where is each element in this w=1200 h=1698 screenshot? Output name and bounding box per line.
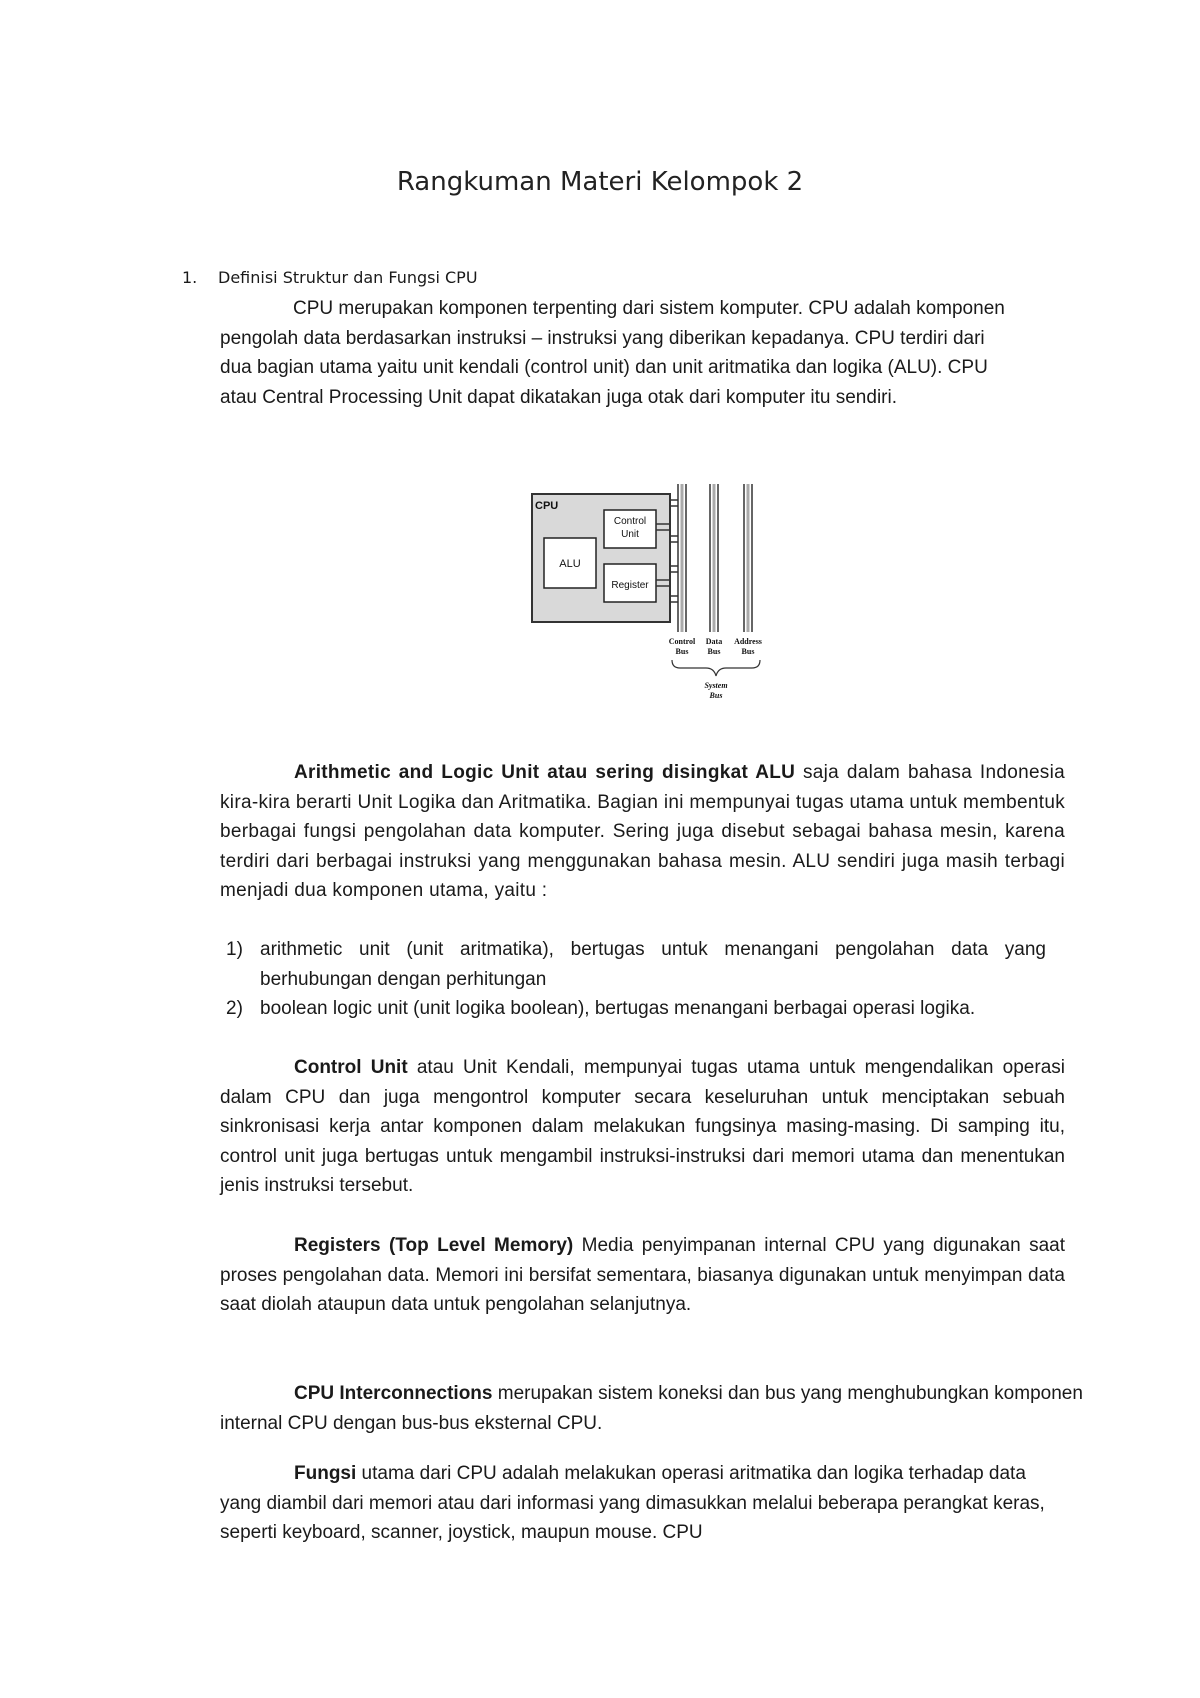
list-item-text: boolean logic unit (unit logika boolean), bertugas menangani berbagai operasi logika. [260, 998, 976, 1019]
section-number: 1. [182, 268, 198, 287]
alu-label: ALU [559, 558, 581, 570]
control-unit-paragraph [220, 1053, 1065, 1201]
fungsi-paragraph [220, 1459, 1050, 1548]
system-bus-label-1: System [704, 681, 728, 690]
alu-paragraph [220, 758, 1065, 906]
data-bus-label-1: Data [705, 637, 723, 646]
interconnections-description: merupakan sistem koneksi dan bus yang menghubungkan komponen internal CPU dengan bus-bus eksternal CPU. [220, 1383, 1083, 1434]
bus-fill [682, 484, 748, 632]
control-unit-description: atau Unit Kendali, mempunyai tugas utama untuk mengendalikan operasi dalam CPU dan juga mengontrol komputer secara keseluruhan untuk menciptakan sebuah sinkronisasi kerja antar komponen dalam melakukan fungsinya masing-masing. Di samping itu, control unit juga bertugas untuk mengambil instruksi-instruksi dari memori utama dan menentukan jenis instruksi tersebut. [220, 1057, 1065, 1196]
alu-term: Arithmetic and Logic Unit atau sering disingkat ALU [294, 762, 796, 783]
list-marker: 1) [226, 939, 243, 960]
registers-paragraph [220, 1231, 1065, 1320]
control-unit-label-1: Control [613, 516, 647, 527]
address-bus-label-2: Bus [741, 647, 755, 656]
fungsi-term: Fungsi [294, 1463, 357, 1484]
document-title: Rangkuman Materi Kelompok 2 [396, 167, 804, 198]
register-label: Register [611, 580, 649, 591]
control-unit-term: Control Unit [294, 1057, 408, 1078]
section-heading [182, 268, 478, 287]
section-heading-text: Definisi Struktur dan Fungsi CPU [218, 268, 478, 287]
cpu-label: CPU [535, 500, 559, 512]
cpu-definition-paragraph: CPU merupakan komponen terpenting dari sistem komputer. CPU adalah komponen pengolah data berdasarkan instruksi – instruksi yang diberikan kepadanya. CPU terdiri dari dua bagian utama yaitu unit kendali (control unit) dan unit aritmatika dan logika (ALU). CPU atau Central Processing Unit dapat dikatakan juga otak dari komputer itu sendiri. [220, 298, 1005, 408]
system-bus-brace [672, 660, 760, 676]
system-bus-label-2: Bus [709, 691, 723, 700]
list-item-text: arithmetic unit (unit aritmatika), bertugas untuk menangani pengolahan data yang berhubungan dengan perhitungan [260, 939, 1046, 990]
interconnections-term: CPU Interconnections [294, 1383, 493, 1404]
address-bus-label-1: Address [734, 637, 762, 646]
data-bus-label-2: Bus [707, 647, 721, 656]
interconnections-paragraph [220, 1379, 1120, 1438]
list-marker: 2) [226, 998, 243, 1019]
fungsi-description: utama dari CPU adalah melakukan operasi aritmatika dan logika terhadap data yang diambil dari memori atau dari informasi yang dimasukkan melalui beberapa perangkat keras, seperti keyboard, scanner, joystick, maupun mouse. CPU [220, 1463, 1045, 1543]
cpu-structure-diagram [530, 484, 790, 709]
alu-description: saja dalam bahasa Indonesia kira-kira berarti Unit Logika dan Aritmatika. Bagian ini mempunyai tugas utama untuk membentuk berbagai fungsi pengolahan data komputer. Sering juga disebut sebagai bahasa mesin, karena terdiri dari berbagai instruksi yang menggunakan bahasa mesin. ALU sendiri juga masih terbagi menjadi dua komponen utama, yaitu : [220, 762, 1065, 901]
control-unit-label-2: Unit [621, 529, 639, 540]
control-bus-label-2: Bus [675, 647, 689, 656]
registers-description: Media penyimpanan internal CPU yang digunakan saat proses pengolahan data. Memori ini bersifat sementara, biasanya digunakan untuk menyimpan data saat diolah ataupun data untuk pengolahan selanjutnya. [220, 1235, 1065, 1315]
registers-term: Registers (Top Level Memory) [294, 1235, 574, 1256]
control-bus-label-1: Control [668, 637, 696, 646]
